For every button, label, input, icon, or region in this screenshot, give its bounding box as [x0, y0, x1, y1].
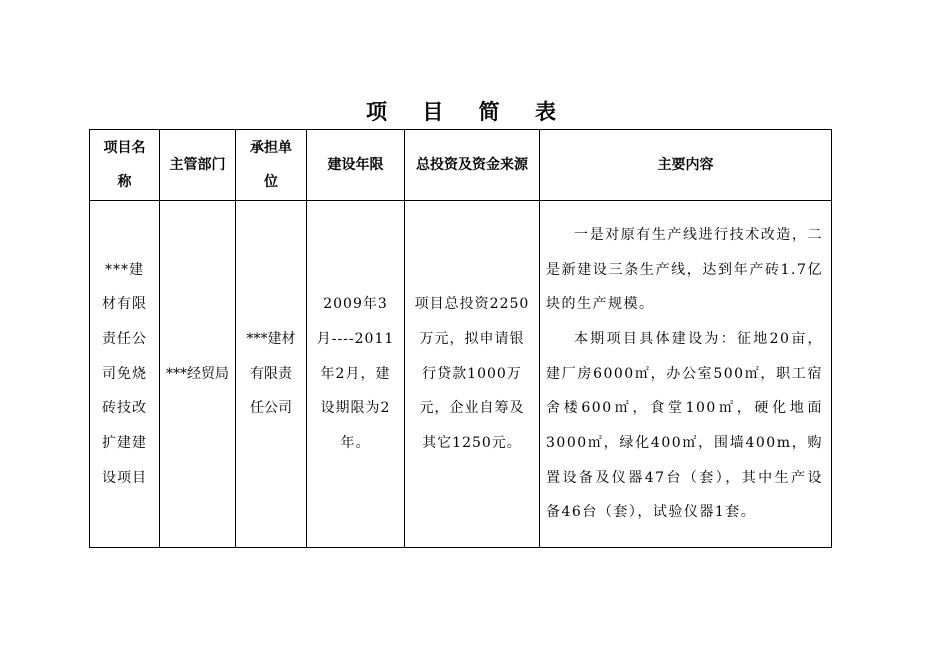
header-investment-text: 总投资及资金来源	[416, 157, 528, 173]
header-project-name	[90, 130, 160, 201]
header-investment	[405, 130, 540, 201]
cell-investment: 项目总投资2250万元，拟申请银行贷款1000万元，企业自筹及其它1250元。	[405, 201, 540, 548]
cell-project-name: ***建材有限责任公司免烧砖技改扩建建设项目	[90, 201, 160, 548]
cell-content	[540, 201, 832, 548]
cell-period: 2009年3月----2011年2月，建设期限为2年。	[307, 201, 405, 548]
table-row	[90, 201, 832, 548]
cell-department: ***经贸局	[160, 201, 236, 548]
header-period: 建设年限	[307, 130, 405, 201]
header-project-name-text: 项目名称	[103, 140, 146, 190]
project-summary-table	[89, 129, 832, 548]
table-header-row	[90, 130, 832, 201]
header-undertaker	[236, 130, 307, 201]
content-paragraph-2: 本期项目具体建设为：征地20亩，建厂房6000㎡，办公室500㎡，职工宿舍楼600㎡，食堂100㎡，硬化地面3000㎡，绿化400㎡，围墙400m，购置设备及仪器47台（套），其中生产设备46台（套），试验仪器1套。	[546, 330, 823, 521]
header-undertaker-text: 承担单位	[250, 140, 292, 190]
header-department: 主管部门	[160, 130, 236, 201]
cell-undertaker: ***建材有限责任公司	[236, 201, 307, 548]
header-content: 主要内容	[540, 130, 832, 201]
content-paragraph-1: 一是对原有生产线进行技术改造，二是新建设三条生产线，达到年产砖1.7亿块的生产规模。	[546, 226, 823, 313]
document-title: 项 目 简 表	[366, 99, 570, 124]
